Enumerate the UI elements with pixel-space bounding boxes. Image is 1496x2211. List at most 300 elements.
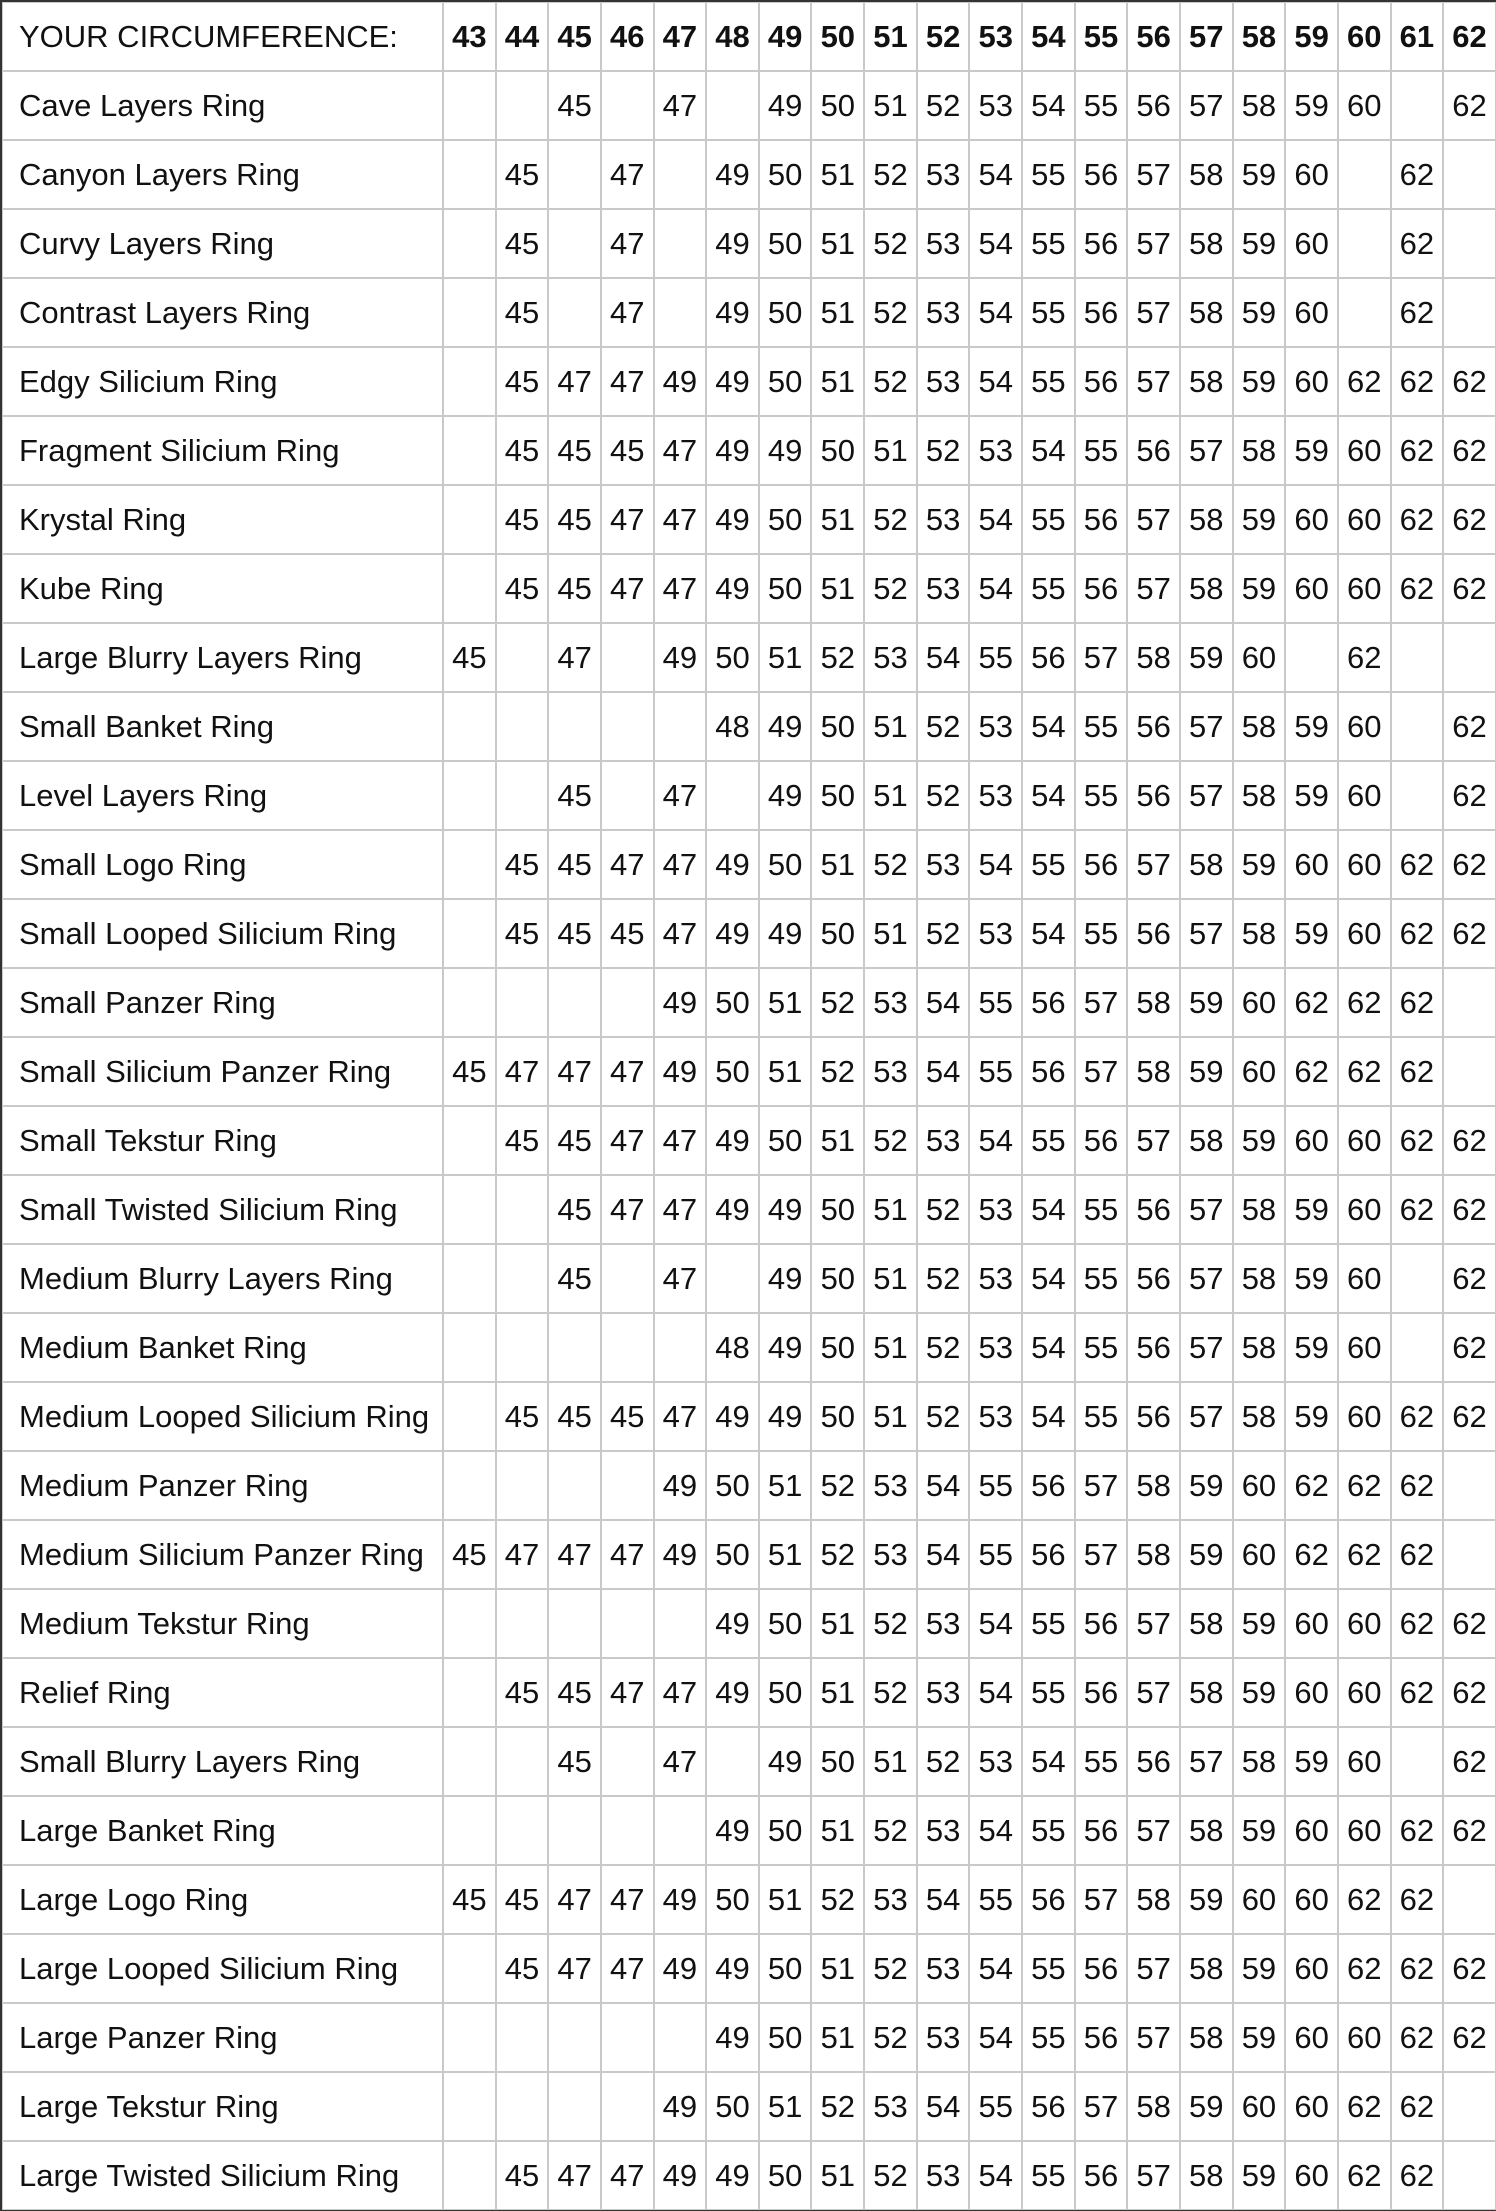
size-cell: 59 — [1285, 692, 1338, 761]
size-cell: 57 — [1075, 1520, 1128, 1589]
size-cell — [443, 209, 496, 278]
size-cell — [601, 2072, 654, 2141]
size-cell: 56 — [1127, 1727, 1180, 1796]
table-row — [2, 1589, 1496, 1658]
size-cell: 55 — [969, 968, 1022, 1037]
size-cell: 45 — [601, 1382, 654, 1451]
size-cell — [706, 1727, 759, 1796]
size-cell: 60 — [1233, 1865, 1286, 1934]
size-cell: 50 — [811, 1382, 864, 1451]
ring-name: Medium Banket Ring — [2, 1313, 443, 1382]
size-cell: 60 — [1285, 1106, 1338, 1175]
size-cell: 58 — [1127, 623, 1180, 692]
size-cell: 45 — [496, 1934, 549, 2003]
size-cell: 49 — [706, 1934, 759, 2003]
size-cell: 50 — [759, 1589, 812, 1658]
size-cell: 58 — [1180, 2003, 1233, 2072]
size-cell — [548, 1313, 601, 1382]
size-cell: 50 — [759, 1658, 812, 1727]
size-cell — [1443, 140, 1496, 209]
size-cell — [548, 1796, 601, 1865]
size-cell: 56 — [1127, 1175, 1180, 1244]
size-cell: 47 — [601, 830, 654, 899]
size-cell: 45 — [548, 1175, 601, 1244]
size-cell: 62 — [1391, 968, 1444, 1037]
size-cell: 47 — [601, 1658, 654, 1727]
size-cell: 57 — [1180, 1727, 1233, 1796]
size-cell: 62 — [1391, 554, 1444, 623]
size-cell: 51 — [811, 1658, 864, 1727]
size-cell: 45 — [496, 209, 549, 278]
size-cell — [1443, 1520, 1496, 1589]
size-cell: 56 — [1022, 623, 1075, 692]
size-cell: 47 — [496, 1037, 549, 1106]
size-cell: 53 — [917, 1106, 970, 1175]
size-cell: 56 — [1075, 1934, 1128, 2003]
size-cell: 54 — [917, 623, 970, 692]
size-cell: 55 — [1022, 2141, 1075, 2210]
size-cell: 47 — [601, 1175, 654, 1244]
size-cell: 62 — [1443, 899, 1496, 968]
size-cell: 49 — [654, 1451, 707, 1520]
size-cell: 54 — [1022, 899, 1075, 968]
size-cell: 47 — [601, 1865, 654, 1934]
table-row — [2, 1244, 1496, 1313]
size-cell: 49 — [759, 761, 812, 830]
size-cell: 53 — [917, 1796, 970, 1865]
size-cell: 54 — [969, 1589, 1022, 1658]
size-cell: 60 — [1338, 1382, 1391, 1451]
size-cell: 57 — [1127, 1934, 1180, 2003]
size-cell: 53 — [917, 830, 970, 899]
size-cell: 58 — [1180, 1589, 1233, 1658]
size-cell: 52 — [864, 1106, 917, 1175]
size-cell: 53 — [864, 623, 917, 692]
size-cell: 62 — [1391, 1037, 1444, 1106]
size-cell — [443, 1796, 496, 1865]
size-cell: 47 — [654, 1382, 707, 1451]
size-cell: 45 — [548, 1244, 601, 1313]
size-cell — [443, 899, 496, 968]
size-cell: 47 — [601, 554, 654, 623]
size-cell: 45 — [496, 347, 549, 416]
table-row — [2, 2072, 1496, 2141]
size-cell — [1443, 623, 1496, 692]
size-cell: 53 — [969, 416, 1022, 485]
size-cell: 60 — [1338, 692, 1391, 761]
size-cell: 47 — [548, 1520, 601, 1589]
size-cell — [443, 1382, 496, 1451]
size-cell: 62 — [1338, 1934, 1391, 2003]
size-cell: 50 — [706, 1865, 759, 1934]
size-cell: 58 — [1180, 209, 1233, 278]
size-cell: 62 — [1391, 347, 1444, 416]
size-cell: 53 — [969, 1382, 1022, 1451]
size-cell: 60 — [1285, 1934, 1338, 2003]
size-cell: 56 — [1127, 692, 1180, 761]
size-cell: 62 — [1338, 1451, 1391, 1520]
table-row — [2, 1727, 1496, 1796]
size-cell: 58 — [1180, 347, 1233, 416]
size-cell: 53 — [969, 692, 1022, 761]
size-cell: 55 — [1075, 1175, 1128, 1244]
size-cell: 60 — [1338, 899, 1391, 968]
size-cell: 47 — [654, 416, 707, 485]
size-cell: 60 — [1285, 347, 1338, 416]
size-cell: 60 — [1233, 1520, 1286, 1589]
size-header: 46 — [601, 2, 654, 71]
size-cell: 56 — [1075, 554, 1128, 623]
size-cell: 62 — [1391, 140, 1444, 209]
size-cell: 59 — [1233, 485, 1286, 554]
size-cell: 50 — [759, 2141, 812, 2210]
size-cell — [443, 2003, 496, 2072]
size-cell: 62 — [1443, 1796, 1496, 1865]
size-cell: 57 — [1180, 1175, 1233, 1244]
size-cell: 62 — [1338, 1037, 1391, 1106]
size-cell: 52 — [811, 2072, 864, 2141]
size-cell: 60 — [1338, 1589, 1391, 1658]
size-cell: 62 — [1391, 1382, 1444, 1451]
size-cell: 59 — [1285, 1313, 1338, 1382]
size-cell: 54 — [969, 278, 1022, 347]
size-cell — [443, 830, 496, 899]
size-cell — [548, 2003, 601, 2072]
table-row — [2, 692, 1496, 761]
size-cell: 49 — [759, 1244, 812, 1313]
size-cell: 56 — [1075, 209, 1128, 278]
size-cell: 55 — [1022, 1934, 1075, 2003]
size-cell: 62 — [1391, 2141, 1444, 2210]
ring-name: Curvy Layers Ring — [2, 209, 443, 278]
size-cell — [601, 761, 654, 830]
table-row — [2, 830, 1496, 899]
size-cell: 49 — [654, 1865, 707, 1934]
size-cell: 62 — [1338, 1520, 1391, 1589]
size-cell: 53 — [969, 1313, 1022, 1382]
size-cell: 51 — [811, 278, 864, 347]
size-cell: 54 — [917, 1520, 970, 1589]
size-cell: 55 — [1075, 71, 1128, 140]
size-cell: 51 — [864, 1244, 917, 1313]
size-cell: 52 — [811, 1037, 864, 1106]
table-row — [2, 623, 1496, 692]
size-cell: 62 — [1391, 2003, 1444, 2072]
table-row — [2, 1796, 1496, 1865]
size-cell: 55 — [969, 2072, 1022, 2141]
size-cell: 62 — [1285, 1520, 1338, 1589]
size-cell: 60 — [1338, 1175, 1391, 1244]
size-cell: 54 — [1022, 71, 1075, 140]
size-cell — [706, 1244, 759, 1313]
size-cell: 62 — [1443, 347, 1496, 416]
size-header: 53 — [969, 2, 1022, 71]
size-cell — [654, 1796, 707, 1865]
size-cell — [496, 2072, 549, 2141]
size-cell: 47 — [548, 2141, 601, 2210]
size-cell: 55 — [1022, 830, 1075, 899]
size-cell: 55 — [969, 1520, 1022, 1589]
table-header-row — [2, 2, 1496, 71]
size-cell: 59 — [1180, 1520, 1233, 1589]
size-cell — [548, 2072, 601, 2141]
size-cell: 58 — [1233, 71, 1286, 140]
size-cell: 53 — [864, 1865, 917, 1934]
size-cell: 56 — [1127, 899, 1180, 968]
size-cell: 62 — [1391, 1106, 1444, 1175]
size-cell: 62 — [1443, 1382, 1496, 1451]
size-cell: 55 — [969, 623, 1022, 692]
size-cell: 51 — [864, 899, 917, 968]
size-cell: 45 — [443, 1865, 496, 1934]
size-cell — [1391, 71, 1444, 140]
size-cell: 60 — [1338, 485, 1391, 554]
size-cell: 59 — [1285, 761, 1338, 830]
size-cell: 49 — [706, 416, 759, 485]
size-cell — [496, 1244, 549, 1313]
size-cell: 55 — [969, 1037, 1022, 1106]
size-cell: 54 — [917, 1037, 970, 1106]
size-cell — [496, 1589, 549, 1658]
size-cell: 56 — [1127, 1313, 1180, 1382]
size-cell: 49 — [759, 1382, 812, 1451]
size-header: 55 — [1075, 2, 1128, 71]
size-cell: 60 — [1233, 623, 1286, 692]
ring-name: Canyon Layers Ring — [2, 140, 443, 209]
size-cell: 60 — [1285, 1589, 1338, 1658]
size-cell: 54 — [969, 485, 1022, 554]
size-cell — [601, 1589, 654, 1658]
size-cell: 51 — [811, 347, 864, 416]
size-cell: 62 — [1338, 623, 1391, 692]
size-cell: 60 — [1338, 1658, 1391, 1727]
table-row — [2, 485, 1496, 554]
size-cell: 62 — [1443, 1175, 1496, 1244]
size-cell: 57 — [1127, 554, 1180, 623]
ring-name: Level Layers Ring — [2, 761, 443, 830]
size-cell: 57 — [1075, 1865, 1128, 1934]
ring-name: Contrast Layers Ring — [2, 278, 443, 347]
size-header: 56 — [1127, 2, 1180, 71]
ring-name: Small Banket Ring — [2, 692, 443, 761]
size-cell: 49 — [654, 1934, 707, 2003]
size-cell: 53 — [864, 2072, 917, 2141]
size-cell: 60 — [1285, 2072, 1338, 2141]
size-cell: 57 — [1127, 1796, 1180, 1865]
size-cell — [1443, 1037, 1496, 1106]
size-cell: 55 — [969, 1451, 1022, 1520]
size-header: 50 — [811, 2, 864, 71]
size-cell: 52 — [917, 71, 970, 140]
size-cell — [496, 968, 549, 1037]
ring-name: Medium Blurry Layers Ring — [2, 1244, 443, 1313]
size-cell: 56 — [1075, 830, 1128, 899]
size-header: 48 — [706, 2, 759, 71]
size-cell — [443, 692, 496, 761]
size-cell — [1338, 278, 1391, 347]
size-cell: 54 — [1022, 1244, 1075, 1313]
table-row — [2, 1106, 1496, 1175]
size-cell: 54 — [1022, 1382, 1075, 1451]
ring-name: Large Logo Ring — [2, 1865, 443, 1934]
size-cell — [443, 1244, 496, 1313]
size-cell: 56 — [1127, 1244, 1180, 1313]
table-row — [2, 347, 1496, 416]
size-cell — [1391, 1244, 1444, 1313]
size-cell: 52 — [917, 761, 970, 830]
size-cell: 45 — [548, 761, 601, 830]
size-cell: 57 — [1127, 485, 1180, 554]
size-cell: 50 — [706, 623, 759, 692]
size-cell: 59 — [1233, 1658, 1286, 1727]
size-cell — [443, 347, 496, 416]
size-cell — [654, 1589, 707, 1658]
size-cell: 45 — [548, 899, 601, 968]
size-cell: 47 — [654, 554, 707, 623]
size-cell: 60 — [1285, 1796, 1338, 1865]
size-cell: 60 — [1285, 278, 1338, 347]
size-cell: 62 — [1338, 2141, 1391, 2210]
size-cell — [1443, 209, 1496, 278]
size-cell: 57 — [1127, 2003, 1180, 2072]
size-cell — [1285, 623, 1338, 692]
size-cell: 60 — [1338, 71, 1391, 140]
size-cell — [1443, 278, 1496, 347]
size-cell: 60 — [1338, 1106, 1391, 1175]
size-cell: 47 — [654, 1658, 707, 1727]
size-cell: 57 — [1127, 1106, 1180, 1175]
size-cell: 53 — [969, 1175, 1022, 1244]
size-cell — [548, 1451, 601, 1520]
size-cell: 60 — [1285, 830, 1338, 899]
size-cell: 52 — [917, 1313, 970, 1382]
size-cell: 55 — [1022, 1106, 1075, 1175]
size-cell — [443, 1175, 496, 1244]
size-cell: 47 — [496, 1520, 549, 1589]
size-cell: 57 — [1180, 692, 1233, 761]
size-cell: 60 — [1285, 485, 1338, 554]
size-cell: 53 — [917, 1934, 970, 2003]
size-cell: 48 — [706, 1313, 759, 1382]
circumference-label: YOUR CIRCUMFERENCE: — [2, 2, 443, 71]
size-cell: 62 — [1391, 209, 1444, 278]
size-cell: 54 — [1022, 1727, 1075, 1796]
size-cell: 47 — [654, 830, 707, 899]
size-cell: 51 — [759, 1037, 812, 1106]
size-cell: 53 — [969, 761, 1022, 830]
size-cell: 45 — [496, 416, 549, 485]
size-cell: 58 — [1180, 278, 1233, 347]
size-cell — [1443, 1451, 1496, 1520]
size-cell — [601, 1451, 654, 1520]
size-cell — [443, 485, 496, 554]
size-cell: 57 — [1180, 416, 1233, 485]
size-cell: 49 — [706, 1796, 759, 1865]
table-row — [2, 416, 1496, 485]
size-cell — [706, 71, 759, 140]
size-cell — [443, 71, 496, 140]
size-cell: 58 — [1233, 1313, 1286, 1382]
size-cell: 57 — [1075, 623, 1128, 692]
size-cell — [443, 2141, 496, 2210]
size-cell: 53 — [864, 1037, 917, 1106]
table-row — [2, 71, 1496, 140]
size-cell — [654, 278, 707, 347]
size-cell: 49 — [654, 347, 707, 416]
size-cell: 56 — [1022, 2072, 1075, 2141]
size-cell: 52 — [864, 1658, 917, 1727]
ring-name: Relief Ring — [2, 1658, 443, 1727]
size-cell: 59 — [1180, 2072, 1233, 2141]
size-cell — [601, 623, 654, 692]
size-cell: 51 — [864, 71, 917, 140]
size-cell: 62 — [1443, 485, 1496, 554]
size-cell: 62 — [1391, 830, 1444, 899]
size-cell: 59 — [1180, 1451, 1233, 1520]
size-cell: 49 — [654, 1037, 707, 1106]
size-cell: 62 — [1285, 1037, 1338, 1106]
size-cell: 49 — [706, 140, 759, 209]
size-cell — [496, 692, 549, 761]
size-cell: 60 — [1338, 761, 1391, 830]
size-cell — [1391, 692, 1444, 761]
size-cell: 60 — [1233, 2072, 1286, 2141]
size-cell: 45 — [601, 899, 654, 968]
size-cell: 52 — [864, 1796, 917, 1865]
size-cell: 47 — [601, 485, 654, 554]
size-cell: 55 — [1022, 554, 1075, 623]
size-cell: 53 — [969, 899, 1022, 968]
size-cell: 62 — [1391, 485, 1444, 554]
size-cell: 59 — [1180, 623, 1233, 692]
size-cell: 45 — [496, 278, 549, 347]
size-cell: 50 — [706, 2072, 759, 2141]
table-body — [2, 71, 1496, 2210]
size-cell: 49 — [706, 830, 759, 899]
table-row — [2, 209, 1496, 278]
size-cell: 52 — [864, 278, 917, 347]
size-cell: 50 — [759, 1106, 812, 1175]
size-cell — [548, 1589, 601, 1658]
size-cell: 53 — [917, 2003, 970, 2072]
size-cell — [548, 278, 601, 347]
table-row — [2, 278, 1496, 347]
size-cell: 59 — [1233, 209, 1286, 278]
size-cell — [443, 1727, 496, 1796]
size-cell: 60 — [1285, 209, 1338, 278]
size-cell: 56 — [1022, 1520, 1075, 1589]
size-cell: 57 — [1180, 71, 1233, 140]
size-cell: 51 — [811, 830, 864, 899]
size-cell: 52 — [811, 1451, 864, 1520]
size-cell: 47 — [601, 1106, 654, 1175]
size-cell: 62 — [1391, 1589, 1444, 1658]
size-cell: 52 — [864, 2003, 917, 2072]
size-cell: 62 — [1443, 71, 1496, 140]
size-cell — [1443, 968, 1496, 1037]
size-cell: 62 — [1391, 416, 1444, 485]
size-cell: 60 — [1285, 1658, 1338, 1727]
size-cell: 55 — [1022, 278, 1075, 347]
ring-name: Large Twisted Silicium Ring — [2, 2141, 443, 2210]
size-cell: 52 — [864, 140, 917, 209]
size-cell: 59 — [1233, 347, 1286, 416]
size-cell: 59 — [1285, 1382, 1338, 1451]
size-cell: 52 — [864, 347, 917, 416]
size-cell: 60 — [1285, 2141, 1338, 2210]
size-header: 61 — [1391, 2, 1444, 71]
size-cell: 56 — [1127, 71, 1180, 140]
